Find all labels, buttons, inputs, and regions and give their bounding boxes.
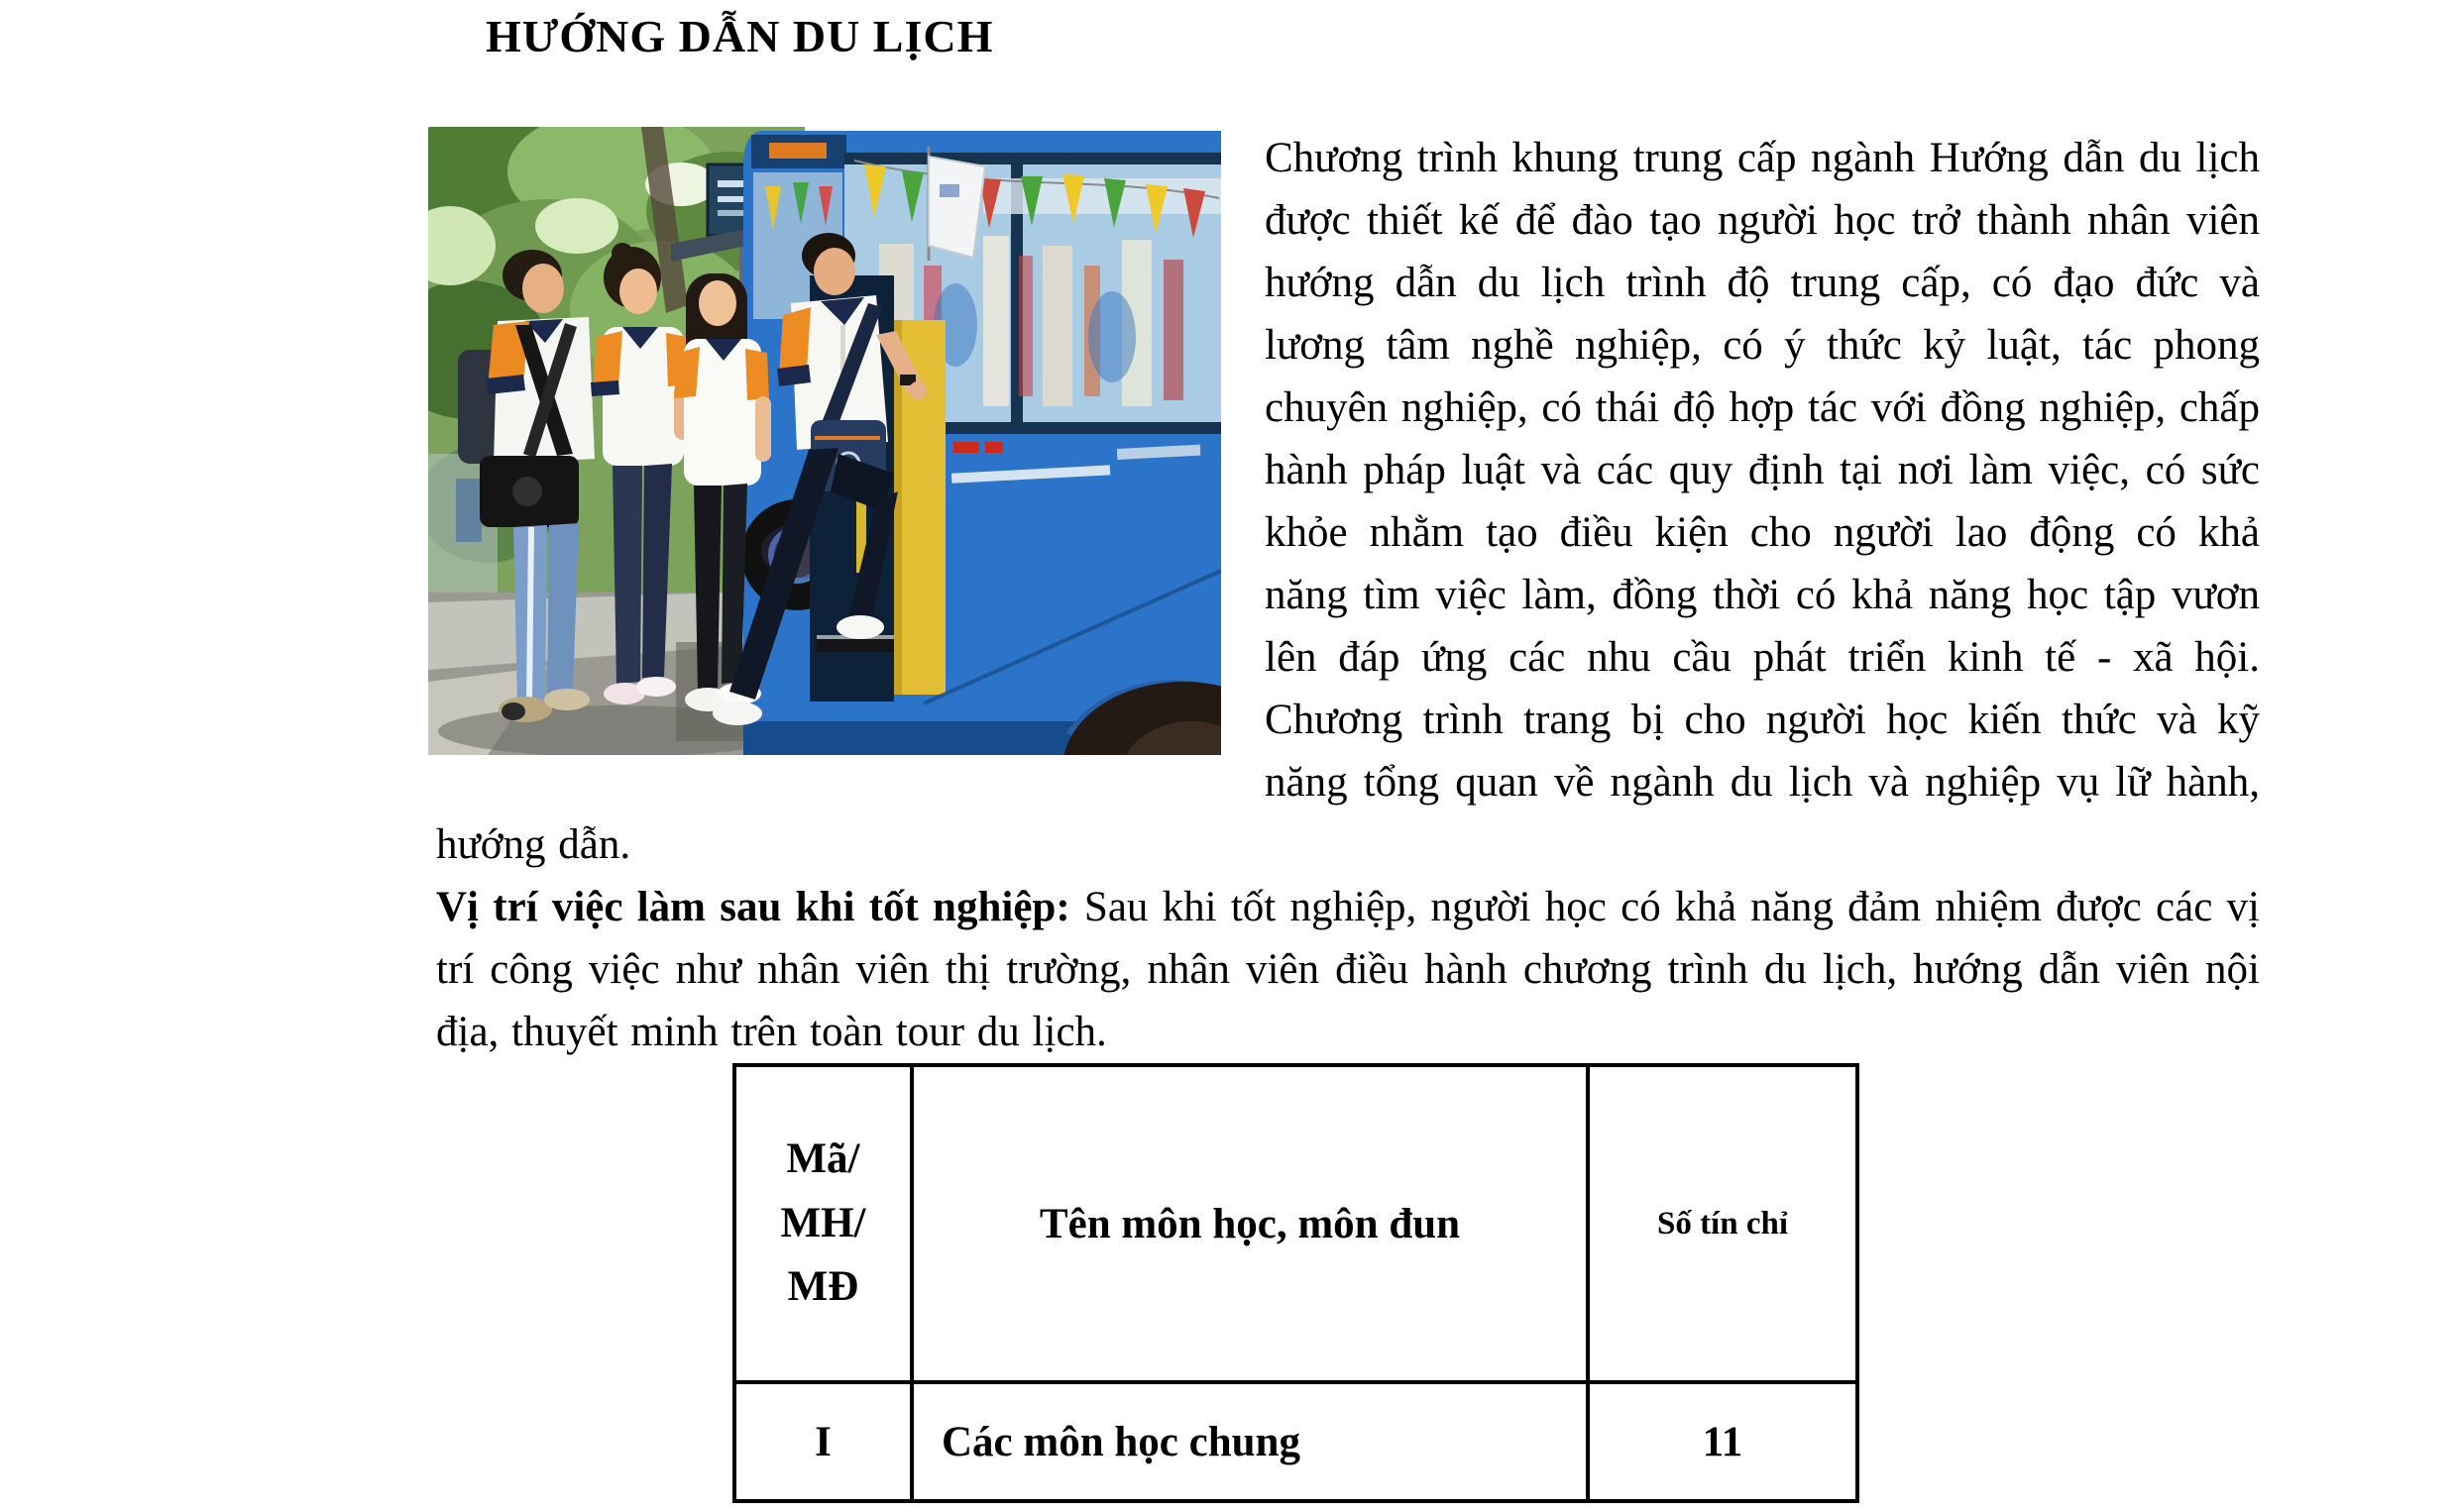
paragraph-program-overview: Chương trình khung trung cấp ngành Hướng dẫn du lịch được thiết kế để đào tạo người học trở thành nhân viên hướng dẫn du lịch trình độ trung cấp, có đạo đức và lương tâm nghề nghiệp, có ý thức kỷ luật, tác phong chuyên nghiệp, có thái độ hợp tác với đồng nghiệp, chấp hành pháp luật và các quy định tại nơi làm việc, có sức khỏe nhằm tạo điều kiện cho người lao động có khả năng tìm việc làm, đồng thời có khả năng học tập vươn lên đáp ứng các nhu cầu phát triển kinh tế - xã hội. Chương trình trang bị cho người học kiến thức và kỹ năng tổng quan về ngành du lịch và nghiệp vụ lữ hành, hướng dẫn. [436, 135, 2260, 868]
article-body [436, 127, 2260, 1063]
header-code-line1: Mã/ [786, 1135, 860, 1183]
header-code-line2: MH/ [780, 1199, 866, 1246]
row-cell-credits: 11 [1588, 1382, 1857, 1501]
header-cell-code [734, 1065, 912, 1382]
curriculum-table [732, 1063, 1859, 1503]
page-title: HƯỚNG DẪN DU LỊCH [486, 11, 994, 61]
row-cell-subject: Các môn học chung [912, 1382, 1588, 1501]
tour-guides-bus-photo-graphic [428, 127, 1221, 755]
job-positions-lead: Vị trí việc làm sau khi tốt nghiệp: [436, 884, 1070, 930]
header-code-line3: MĐ [787, 1263, 859, 1311]
table-row [734, 1382, 1857, 1501]
tour-guides-bus-photo [428, 127, 1221, 755]
table-header-row [734, 1065, 1857, 1382]
paragraph-job-positions [436, 876, 2260, 1063]
job-positions-text: Sau khi tốt nghiệp, người học có khả năng đảm nhiệm được các vị trí công việc như nhân viên thị trường, nhân viên điều hành chương trình du lịch, hướng dẫn viên nội địa, thuyết minh trên toàn tour du lịch. [436, 884, 2260, 1055]
row-cell-code: I [734, 1382, 912, 1501]
header-cell-subject: Tên môn học, môn đun [912, 1065, 1588, 1382]
header-cell-credits: Số tín chỉ [1588, 1065, 1857, 1382]
